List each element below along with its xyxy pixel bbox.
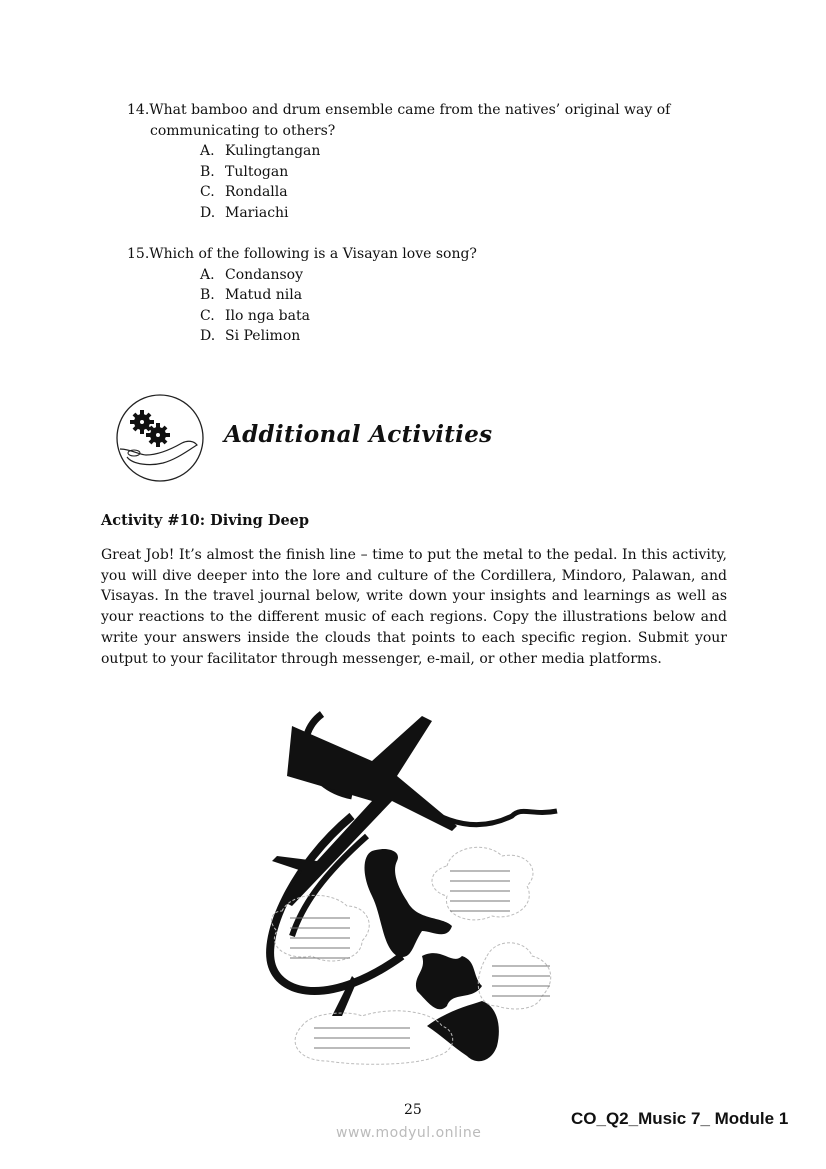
module-code: CO_Q2_Music 7_ Module 1 [571,1109,789,1128]
option: C. Rondalla [200,184,288,201]
page-number: 25 [404,1102,422,1118]
option: C. Ilo nga bata [200,307,310,324]
travel-journal-illustration [262,706,562,1066]
question-number: 15. [127,246,150,262]
option: A. Kulingtangan [200,143,321,160]
activity-instructions: Great Job! It’s almost the finish line – time to put the metal to the pedal. In this activity, you will dive deeper into the lore and culture of the Cordillera, Mindoro, Palawan, and Visayas. In the travel journal below, write down your insights and learnings as well as your reactions to the different music of each regions. Copy the illustrations below and write your answers inside the clouds that points to each specific region. Submit your output to your facilitator through messenger, e-mail, or other media platforms. [101,547,727,667]
question-14 [127,100,727,224]
watermark: www.modyul.online [336,1125,482,1141]
option: D. Si Pelimon [200,328,301,345]
question-stem: Which of the following is a Visayan love song? [149,246,477,262]
question-15 [127,244,727,347]
question-stem-cont: communicating to others? [150,122,336,139]
question-stem: What bamboo and drum ensemble came from the natives’ original way of [149,102,671,118]
gears-in-hand-icon [112,393,208,483]
activity-title: Activity #10: Diving Deep [101,512,310,529]
question-number: 14. [127,102,150,118]
option: B. Matud nila [200,287,303,304]
option: D. Mariachi [200,204,289,221]
option: B. Tultogan [200,163,289,180]
option: A. Condansoy [200,266,304,283]
section-heading: Additional Activities [224,421,493,448]
